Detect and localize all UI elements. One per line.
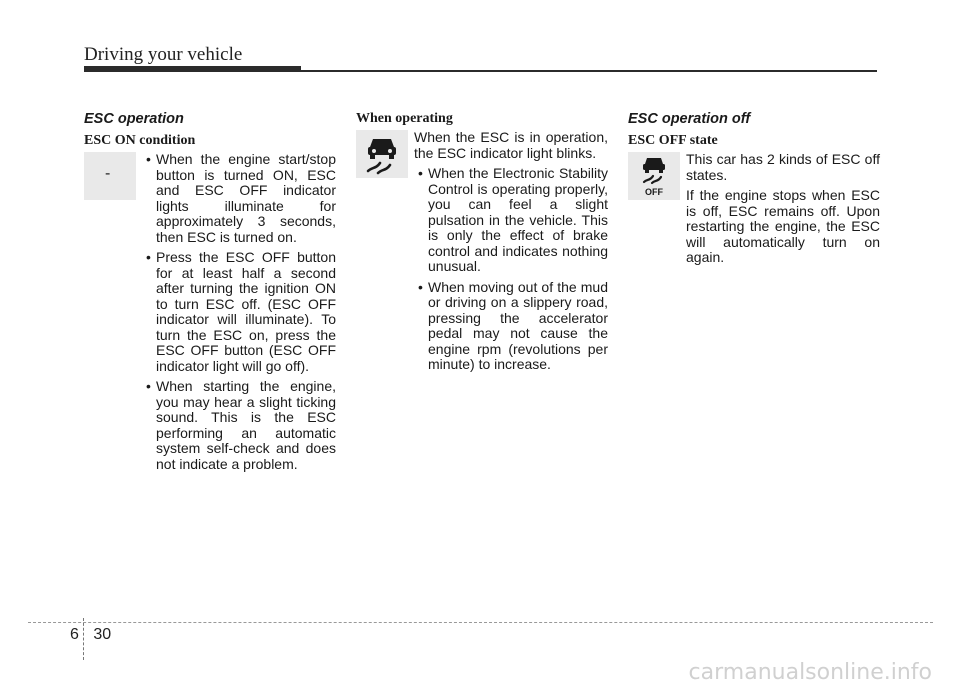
page-num: 30	[93, 626, 112, 643]
column-esc-operation-off	[628, 111, 880, 271]
section-heading: ESC operation	[84, 111, 184, 127]
skidding-car-icon	[356, 130, 408, 178]
paragraph-group	[686, 152, 880, 266]
column-esc-operation	[84, 111, 336, 477]
bullet-item: • When starting the engine, you may hear a slight ticking sound. This is the ESC performing an automatic system self-check and does not indicate a problem.	[142, 379, 336, 472]
bullet-item: • When the engine start/stop button is turned ON, ESC and ESC OFF indicator lights illuminate for approximately 3 seconds, then ESC is turned on.	[142, 152, 336, 245]
subsection-heading: When operating	[356, 111, 453, 126]
dash-icon: -	[105, 165, 111, 182]
column-when-operating	[356, 111, 608, 378]
bullet-item: • When moving out of the mud or driving on a slippery road, pressing the accelerator pedal may not cause the engine rpm (revolutions per minute) to increase.	[414, 280, 608, 373]
bullet-list	[414, 166, 608, 373]
paragraph: This car has 2 kinds of ESC off states.	[686, 151, 880, 183]
footer-rule	[28, 622, 933, 623]
page-header-title: Driving your vehicle	[84, 44, 243, 65]
bullet-item: • Press the ESC OFF button for at least half a second after turning the ignition ON to turn ESC off. (ESC OFF indicator will illuminate). To turn the ESC on, press the ESC OFF button (ESC OFF indicator light will go off).	[142, 250, 336, 374]
page-number	[70, 626, 111, 644]
bullet-list	[84, 152, 336, 472]
esc-indicator-icon	[356, 130, 408, 178]
bullet-item: • When the Electronic Stability Control is operating properly, you can feel a slight pulsation in the vehicle. This is only the effect of brake control and indicates nothing unusual.	[414, 166, 608, 275]
esc-off-indicator-icon	[628, 152, 680, 200]
skidding-car-off-icon	[628, 152, 680, 200]
off-label: OFF	[645, 187, 663, 197]
watermark: carmanualsonline.info	[688, 660, 932, 685]
section-heading: ESC operation off	[628, 111, 751, 127]
intro-paragraph: When the ESC is in operation, the ESC indicator light blinks.	[414, 129, 608, 161]
header-rule-thick	[84, 66, 301, 72]
chapter-number: 6	[70, 626, 79, 643]
paragraph: If the engine stops when ESC is off, ESC remains off. Upon restarting the engine, the ESC will automatically turn on again.	[686, 187, 880, 265]
subsection-heading: ESC ON condition	[84, 133, 196, 148]
header-rule-thin	[301, 70, 877, 72]
subsection-heading: ESC OFF state	[628, 133, 718, 148]
esc-indicator-placeholder-icon	[84, 152, 136, 200]
